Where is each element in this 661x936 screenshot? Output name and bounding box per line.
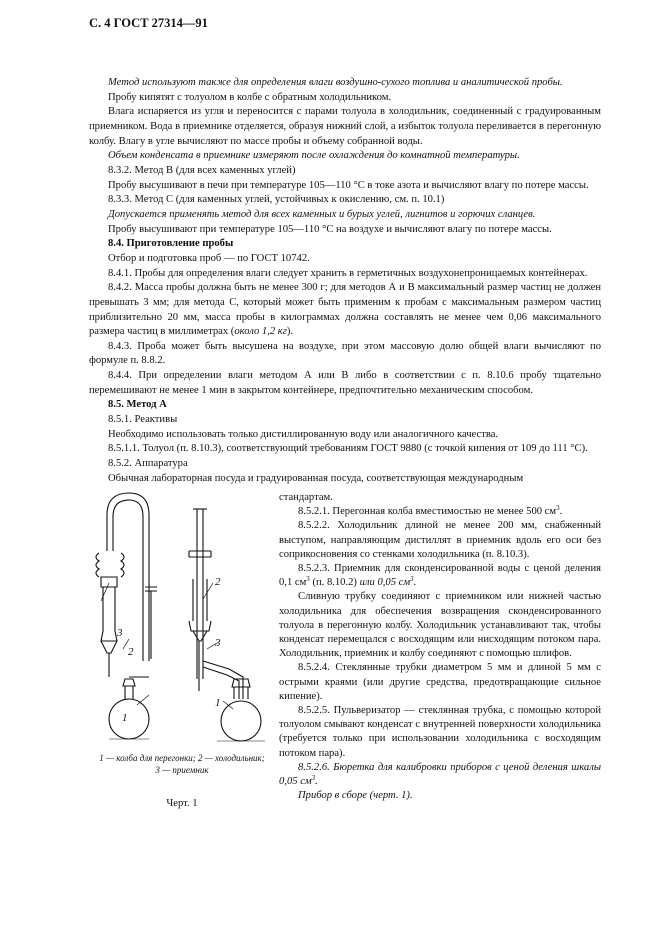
paragraph: Допускается применять метод для всех каменных и бурых углей, лигнитов и горючих сланцев.	[108, 208, 536, 220]
paragraph: Сливную трубку соединяют с приемником или нижней частью холодильника для обеспечения возвращения сконденсированного толуола в перегонную колбу. Холодильник устанавливают так, чтобы конденсат перемещался с восходящим или нисходящим потоком пара. Холодильник, приемник и колбу соединяют с помощью шлифов.	[279, 591, 601, 660]
paragraph-italic: или 0,05 см	[359, 577, 411, 589]
paragraph: 8.5.2.2. Холодильник длиной не менее 200 мм, снабженный выступом, направляющим дистиллят в приемник вдоль его оси без соприкосновения со стенками холодильника (п. 8.10.3).	[279, 520, 601, 560]
paragraph	[279, 562, 601, 590]
figure-caption: Черт. 1	[166, 798, 198, 809]
section-heading: 8.3.3. Метод С (для каменных углей, устойчивых к окислению, см. п. 10.1)	[108, 194, 445, 206]
punctuation: .	[315, 776, 318, 788]
superscript: 3	[311, 774, 316, 783]
paragraph-text: 8.4.2. Масса пробы должна быть не менее 300 г; для методов А и В максимальный размер частиц не должен превышать 3 мм; для метода С, который может быть применим к пробам с максимальным размером частиц приблизительно 20 мм, масса пробы в килограммах должна составлять не менее чем 0,06 максимального размера частиц в миллиметрах (	[89, 282, 601, 338]
paragraph: 8.5.2.4. Стеклянные трубки диаметром 5 мм и длиной 5 мм с острыми краями (или другие средства, предотвращающие сильное кипение).	[279, 662, 601, 702]
paragraph-text: 8.5.2.6. Бюретка для калибровки приборов с ценой деления шкалы 0,05 см	[279, 761, 601, 788]
paragraph: Метод используют также для определения влаги воздушно-сухого топлива и аналитической пробы.	[108, 77, 563, 88]
legend-line: 1 — колба для перегонки; 2 — холодильник;	[99, 753, 265, 763]
paragraph-text: 8.5.2.1. Перегонная колба вместимостью не менее 500 см	[298, 506, 557, 518]
figure-label: 1	[122, 712, 128, 724]
paragraph	[279, 761, 601, 789]
paragraph-italic: около 1,2 кг	[234, 326, 287, 338]
paragraph	[89, 281, 601, 340]
legend-line: 3 — приемник	[155, 764, 209, 775]
paragraph: Отбор и подготовка проб — по ГОСТ 10742.	[108, 252, 310, 264]
right-column	[279, 491, 601, 803]
standard-number: ГОСТ 27314—91	[113, 16, 208, 30]
paragraph: Обычная лабораторная посуда и градуированная посуда, соответствующая международным	[108, 472, 524, 484]
section-heading: 8.3.2. Метод В (для всех каменных углей)	[108, 164, 296, 176]
paragraph: Необходимо использовать только дистиллированную воду или аналогичного качества.	[108, 428, 499, 440]
page-number: С. 4	[89, 16, 111, 30]
apparatus-figure	[89, 491, 275, 791]
section-heading: 8.5.1. Реактивы	[108, 414, 178, 426]
paragraph: 8.4.1. Пробы для определения влаги следует хранить в герметичных воздухонепроницаемых контейнерах.	[108, 267, 588, 279]
paragraph	[279, 505, 601, 519]
figure-label: 1	[215, 697, 221, 709]
figure-area	[89, 491, 601, 831]
paragraph: 8.4.3. Проба может быть высушена на воздухе, при этом массовую долю общей влаги вычисляют по формуле п. 8.8.2.	[89, 340, 601, 367]
punctuation: .	[413, 577, 417, 589]
section-heading: 8.4. Приготовление пробы	[108, 238, 234, 250]
paragraph: Прибор в сборе (черт. 1).	[298, 790, 413, 802]
paragraph: Пробу кипятят с толуолом в колбе с обратным холодильником.	[108, 91, 392, 103]
figure-label: 2	[128, 646, 134, 658]
paragraph: 8.4.4. При определении влаги методом А или В либо в соответствии с п. 8.10.6 пробу тщательно перемешивают не менее 1 мин в закрытом контейнере, предпочтительно механическим способом.	[89, 370, 601, 396]
paragraph: Пробу высушивают при температуре 105—110 °С на воздухе и вычисляют влагу по потере массы.	[108, 223, 552, 235]
page-header	[89, 16, 208, 31]
paragraph: Влага испаряется из угля и переносится с парами толуола в холодильник, соединенный с градуированным приемником. Вода в приемнике отделяется, образуя нижний слой, а избыток толуола переливается в перегонную колбу. Влагу в угле вычисляют по массе пробы и объему собранной воды.	[89, 106, 601, 147]
superscript: 3	[410, 575, 414, 584]
superscript: 3	[556, 504, 560, 513]
paragraph-text: (п. 8.10.2)	[309, 577, 360, 589]
section-heading: 8.5.2. Аппаратура	[108, 458, 188, 470]
paragraph: Объем конденсата в приемнике измеряют после охлаждения до комнатной температуры.	[108, 150, 520, 162]
paragraph: стандартам.	[279, 492, 333, 503]
section-heading: 8.5. Метод А	[108, 399, 167, 411]
paragraph-text: 8.5.2.3. Приемник для сконденсированной воды с ценой деления 0,1 см	[279, 563, 601, 589]
figure-label: 3	[215, 637, 221, 649]
figure-label: 3	[117, 627, 123, 639]
main-text	[89, 76, 601, 486]
figure-label: 2	[215, 576, 221, 588]
apparatus-drawing	[89, 491, 275, 753]
paragraph: Пробу высушивают в печи при температуре 105—110 °С в токе азота и вычисляют влагу по потере массы.	[108, 179, 589, 191]
superscript: 3	[306, 575, 310, 584]
paragraph-text: ).	[286, 326, 294, 338]
paragraph: 8.5.2.5. Пульверизатор — стеклянная трубка, с помощью которой толуолом смывают конденсат с внутренней поверхности холодильника (требуется только при использовании холодильника с восходящим потоком пара).	[279, 705, 601, 759]
paragraph: 8.5.1.1. Толуол (п. 8.10.3), соответствующий требованиям ГОСТ 9880 (с точкой кипения от 109 до 111 °С).	[108, 443, 588, 455]
punctuation: .	[559, 506, 563, 518]
figure-legend	[89, 753, 275, 776]
